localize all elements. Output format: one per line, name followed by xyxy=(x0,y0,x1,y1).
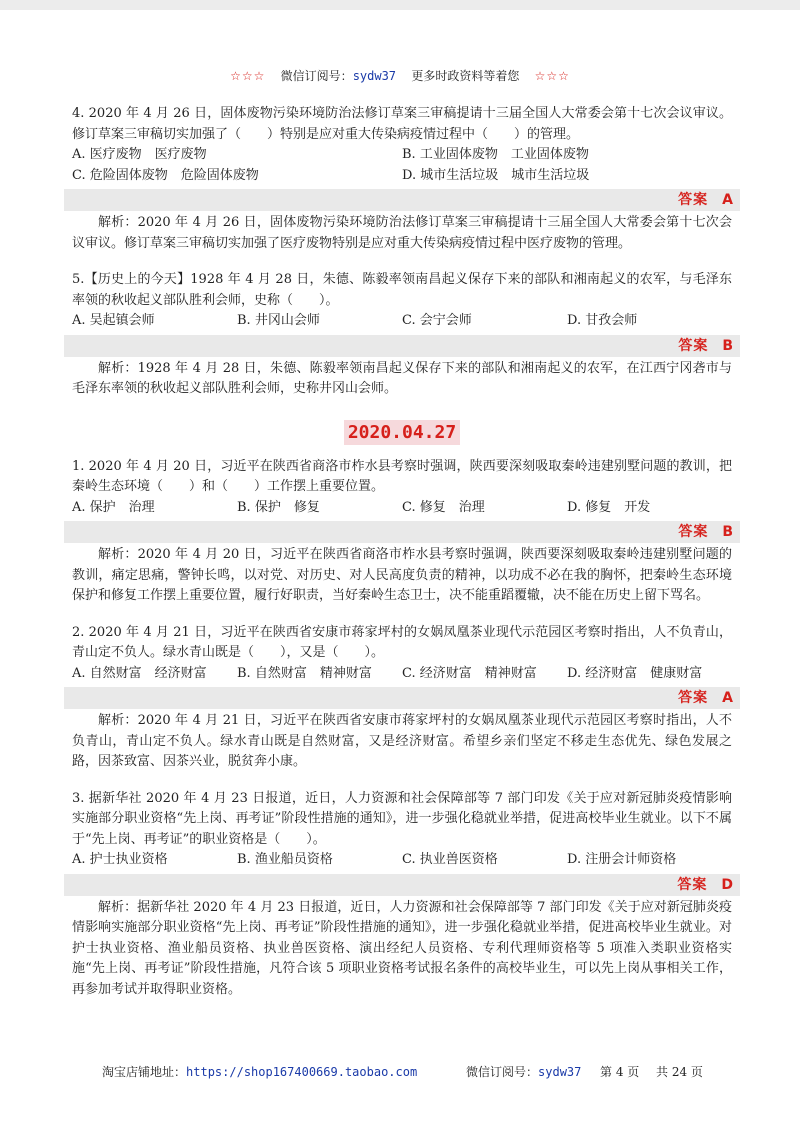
option-c: C. 危险固体废物 危险固体废物 xyxy=(72,167,259,183)
footer-page-number: 第 4 页 xyxy=(600,1065,640,1079)
question-block xyxy=(72,623,732,773)
header-account: sydw37 xyxy=(352,69,397,83)
question-stem: 1. 2020 年 4 月 20 日，习近平在陕西省商洛市柞水县考察时强调，陕西要深刻吸取秦岭违建别墅问题的教训，把秦岭生态环境（ ）和（ ）工作摆上重要位置。 xyxy=(72,458,732,494)
option-c: C. 会宁会师 xyxy=(402,313,472,328)
footer-shop-url[interactable]: https://shop167400669.taobao.com xyxy=(186,1065,418,1079)
option-c: C. 经济财富 精神财富 xyxy=(402,665,537,681)
answer-bar xyxy=(64,521,740,543)
answer-bar xyxy=(64,687,740,709)
footer-wechat-label: 微信订阅号： xyxy=(466,1065,539,1079)
header-slogan: 更多时政资料等着您 xyxy=(411,69,520,83)
question-block xyxy=(72,104,732,254)
question-stem: 3. 据新华社 2020 年 4 月 23 日报道，近日，人力资源和社会保障部等 7 部门印发《关于应对新冠肺炎疫情影响实施部分职业资格“先上岗、再考证”阶段性措施的通知》，进一步强化稳就业举措，促进高校毕业生就业。以下不属于“先上岗、再考证”的职业资格是（ ）。 xyxy=(72,790,732,847)
answer-value: A xyxy=(722,192,734,208)
header-label: 微信订阅号： xyxy=(280,69,353,83)
options-list xyxy=(72,311,732,332)
answer-label: 答案 xyxy=(678,192,709,208)
header-stars-left: ☆☆☆ xyxy=(230,69,266,83)
option-b: B. 工业固体废物 工业固体废物 xyxy=(402,147,589,162)
explanation: 解析：2020 年 4 月 21 日，习近平在陕西省安康市蒋家坪村的女娲凤凰茶业现代示范园区考察时指出，人不负青山，青山定不负人。绿水青山既是自然财富，又是经济财富。希望乡亲们坚定不移走生态优先、绿色发展之路，因茶致富、因茶兴业，脱贫奔小康。 xyxy=(72,713,732,769)
answer-label: 答案 xyxy=(678,690,709,706)
option-c: C. 执业兽医资格 xyxy=(402,852,498,867)
answer-value: B xyxy=(722,524,734,540)
footer-page-total: 共 24 页 xyxy=(656,1065,703,1079)
answer-bar xyxy=(64,189,740,211)
options-list xyxy=(72,664,732,685)
options-list xyxy=(72,498,732,519)
option-d: D. 修复 开发 xyxy=(567,499,651,515)
page-content xyxy=(72,104,732,1000)
option-b: B. 自然财富 精神财富 xyxy=(237,665,372,681)
explanation: 解析：2020 年 4 月 20 日，习近平在陕西省商洛市柞水县考察时强调，陕西要深刻吸取秦岭违建别墅问题的教训，痛定思痛，警钟长鸣，以对党、对历史、对人民高度负责的精神，以功成不必在我的胸怀，把秦岭生态环境保护和修复工作摆上重要位置，履行好职责，当好秦岭生态卫士，决不能重蹈覆辙，决不能在历史上留下骂名。 xyxy=(72,547,732,603)
options-list xyxy=(72,850,732,871)
explanation: 解析：据新华社 2020 年 4 月 23 日报道，近日，人力资源和社会保障部等 7 部门印发《关于应对新冠肺炎疫情影响实施部分职业资格“先上岗、再考证”阶段性措施的通知》，进一步强化稳就业举措，促进高校毕业生就业。对护士执业资格、渔业船员资格、执业兽医资格、演出经纪人员资格、专利代理师资格等 5 项准入类职业资格实施“先上岗、再考证”阶段性措施，凡符合该 5 项职业资格考试报名条件的高校毕业生，可以先上岗从事相关工作，再参加考试并取得职业资格。 xyxy=(72,899,732,997)
question-stem: 5.【历史上的今天】1928 年 4 月 28 日，朱德、陈毅率领南昌起义保存下来的部队和湘南起义的农军，与毛泽东率领的秋收起义部队胜利会师，史称（ ）。 xyxy=(72,272,732,308)
footer-shop xyxy=(102,1064,417,1080)
question-block xyxy=(72,270,732,400)
explanation: 解析：1928 年 4 月 28 日，朱德、陈毅率领南昌起义保存下来的部队和湘南起义的农军，在江西宁冈砻市与毛泽东率领的秋收起义部队胜利会师，史称井冈山会师。 xyxy=(72,360,732,396)
answer-bar xyxy=(64,874,740,896)
top-gray-bar xyxy=(0,0,800,10)
question-block xyxy=(72,457,732,607)
option-b: B. 渔业船员资格 xyxy=(237,852,333,867)
header-stars-right: ☆☆☆ xyxy=(534,69,570,83)
answer-value: A xyxy=(722,690,734,706)
option-d: D. 注册会计师资格 xyxy=(567,852,677,867)
options-list xyxy=(72,145,732,186)
page-header xyxy=(0,68,800,84)
date-heading: 2020.04.27 xyxy=(344,420,460,445)
answer-label: 答案 xyxy=(678,337,709,354)
option-d: D. 城市生活垃圾 城市生活垃圾 xyxy=(402,167,590,183)
option-d: D. 经济财富 健康财富 xyxy=(567,665,703,681)
option-d: D. 甘孜会师 xyxy=(567,313,638,328)
option-a: A. 保护 治理 xyxy=(72,499,155,515)
date-heading-row xyxy=(72,420,732,445)
option-c: C. 修复 治理 xyxy=(402,499,485,515)
answer-value: B xyxy=(722,337,734,354)
footer-wechat xyxy=(466,1064,581,1080)
answer-bar xyxy=(64,335,740,357)
option-a: A. 医疗废物 医疗废物 xyxy=(72,147,207,162)
option-a: A. 自然财富 经济财富 xyxy=(72,665,207,681)
footer-shop-label: 淘宝店铺地址： xyxy=(102,1065,187,1079)
question-stem: 2. 2020 年 4 月 21 日，习近平在陕西省安康市蒋家坪村的女娲凤凰茶业现代示范园区考察时指出，人不负青山，青山定不负人。绿水青山既是（ ），又是（ ）。 xyxy=(72,624,732,660)
question-block xyxy=(72,789,732,1001)
option-b: B. 保护 修复 xyxy=(237,499,320,515)
answer-label: 答案 xyxy=(678,524,709,540)
question-stem: 4. 2020 年 4 月 26 日，固体废物污染环境防治法修订草案三审稿提请十三届全国人大常委会第十七次会议审议。修订草案三审稿切实加强了（ ）特别是应对重大传染病疫情过程中（ ）的管理。 xyxy=(72,106,732,142)
answer-label: 答案 xyxy=(677,876,708,893)
answer-value: D xyxy=(721,876,734,893)
option-b: B. 井冈山会师 xyxy=(237,313,320,328)
footer-wechat-id: sydw37 xyxy=(538,1065,582,1079)
option-a: A. 护士执业资格 xyxy=(72,852,168,867)
explanation: 解析：2020 年 4 月 26 日，固体废物污染环境防治法修订草案三审稿提请十三届全国人大常委会第十七次会议审议。修订草案三审稿切实加强了医疗废物特别是应对重大传染病疫情过程中医疗废物的管理。 xyxy=(72,215,732,251)
option-a: A. 吴起镇会师 xyxy=(72,313,155,328)
